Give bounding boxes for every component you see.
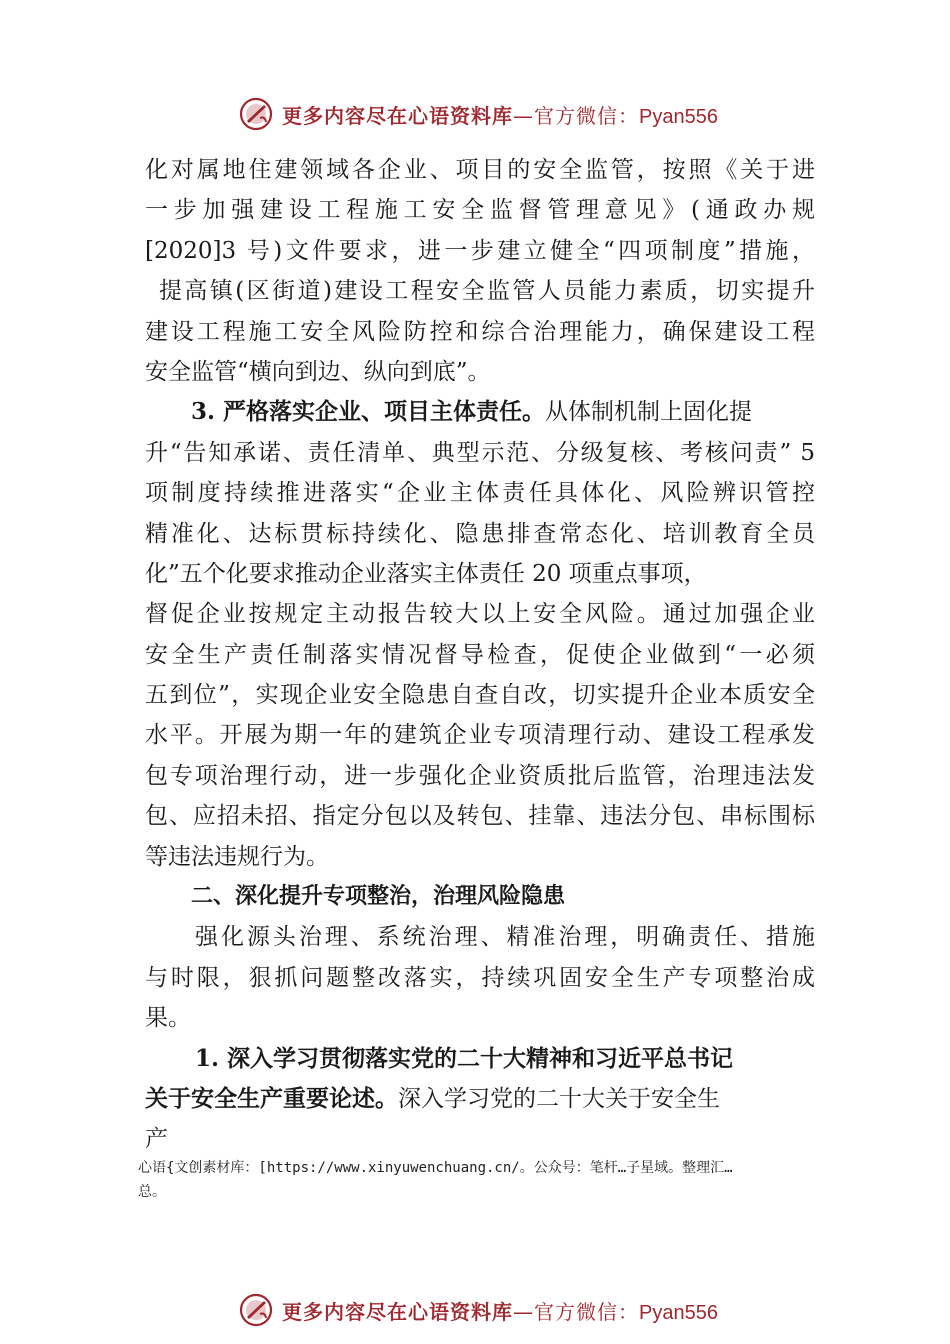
section-3-title: 3. 严格落实企业、项目主体责任。 (191, 398, 546, 426)
body-line: 建设工程施工安全风险防控和综合治理能力，确保建设工程 (145, 318, 815, 345)
body-line: 精准化、达标贯标持续化、隐患排查常态化、培训教育全员 (145, 520, 815, 547)
banner-sep: —官方微信： (513, 103, 639, 128)
body-line: 果。 (145, 1005, 191, 1032)
document-body (145, 150, 815, 1160)
item-1-title: 1. 深入学习贯彻落实党的二十大精神和习近平总书记 (195, 1044, 734, 1072)
footnote-line: 心语{文创素材库：[https://www.xinyuwenchuang.cn/。公众号：笔杆…子星域。整理汇… (138, 1160, 733, 1176)
section-3-text: 从体制机制上固化提 (545, 399, 753, 426)
body-line: [2020]3 号)文件要求，进一步建立健全“四项制度”措施， (145, 237, 815, 264)
banner-prefix: 更多内容尽在心语资料库 (282, 103, 513, 128)
footnote (138, 1156, 838, 1204)
footnote-line: 总。 (138, 1184, 166, 1200)
brand-logo-icon (238, 96, 274, 132)
banner-wechat-id: Pyan556 (639, 1301, 718, 1324)
banner-text (282, 100, 718, 129)
body-line: 安全生产责任制落实情况督导检查，促使企业做到“一必须 (145, 641, 815, 668)
body-line: 与时限，狠抓问题整改落实，持续巩固安全生产专项整治成 (145, 964, 815, 991)
section-3-first-line (145, 392, 815, 432)
body-line: 水平。开展为期一年的建筑企业专项清理行动、建设工程承发 (145, 722, 815, 749)
body-line: 提高镇(区街道)建设工程安全监管人员能力素质，切实提升 (159, 278, 815, 305)
body-line: 项制度持续推进落实“企业主体责任具体化、风险辨识管控 (145, 480, 815, 507)
body-line: 化对属地住建领域各企业、项目的安全监管，按照《关于进 (145, 157, 815, 183)
body-line: 升“告知承诺、责任清单、典型示范、分级复核、考核问责” 5 (145, 439, 815, 466)
item-1-text: 深入学习党的二十大关于安全生 (398, 1085, 720, 1112)
body-line: 五到位”，实现企业安全隐患自查自改，切实提升企业本质安全 (145, 682, 815, 709)
body-line: 包、应招未招、指定分包以及转包、挂靠、违法分包、串标围标 (145, 803, 815, 830)
section-heading: 二、深化提升专项整治，治理风险隐患 (191, 884, 566, 910)
body-line: 督促企业按规定主动报告较大以上安全风险。通过加强企业 (145, 601, 815, 628)
banner-text (282, 1296, 718, 1325)
banner-sep: —官方微信： (513, 1299, 639, 1324)
body-line: 化”五个化要求推动企业落实主体责任 20 项重点事项， (145, 560, 707, 587)
header-banner (238, 94, 758, 134)
footer-banner (238, 1290, 758, 1330)
banner-wechat-id: Pyan556 (639, 105, 718, 128)
banner-prefix: 更多内容尽在心语资料库 (282, 1299, 513, 1324)
item-1-second-line (145, 1079, 815, 1119)
body-line: 产 (145, 1126, 168, 1153)
body-line: 包专项治理行动，进一步强化企业资质批后监管，治理违法发 (145, 762, 815, 789)
body-line: 强化源头治理、系统治理、精准治理，明确责任、措施 (195, 924, 815, 951)
body-line: 等违法违规行为。 (145, 843, 329, 870)
item-1-title-end: 关于安全生产重要论述。 (145, 1084, 398, 1112)
body-line: 一步加强建设工程施工安全监督管理意见》(通政办规 (145, 197, 815, 224)
body-line: 安全监管“横向到边、纵向到底”。 (145, 358, 491, 385)
brand-logo-icon (238, 1292, 274, 1328)
